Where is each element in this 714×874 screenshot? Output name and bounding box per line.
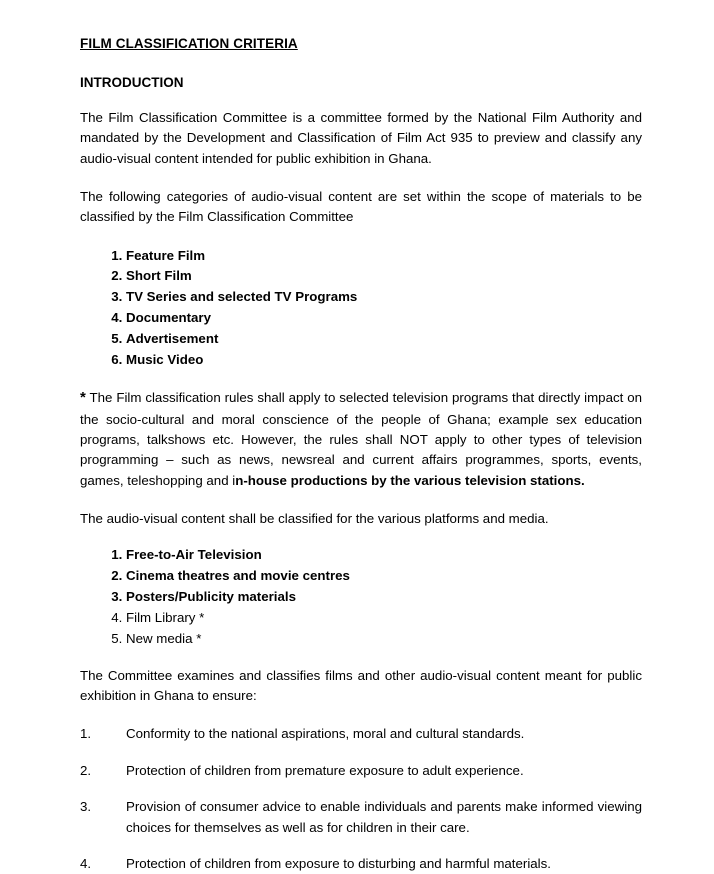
criteria-item	[80, 854, 642, 874]
section-heading-introduction: INTRODUCTION	[80, 75, 184, 90]
categories-list	[80, 246, 642, 369]
criteria-text: Provision of consumer advice to enable individuals and parents make informed viewing choices for themselves as well as for children in their care.	[126, 799, 642, 835]
list-item-label: Advertisement	[126, 330, 219, 346]
criteria-number: 4.	[80, 855, 92, 871]
criteria-text: Conformity to the national aspirations, moral and cultural standards.	[126, 726, 525, 742]
list-item	[126, 566, 642, 585]
asterisk-marker: *	[80, 388, 86, 406]
criteria-item	[80, 761, 642, 781]
criteria-number: 2.	[80, 762, 92, 778]
platforms-list	[80, 545, 642, 647]
list-item-label: Music Video	[126, 351, 204, 367]
list-item	[126, 608, 642, 627]
categories-lead-paragraph: The following categories of audio-visual content are set within the scope of materials to be classified by the Film Classification Committee	[80, 189, 642, 225]
page-title: FILM CLASSIFICATION CRITERIA	[80, 36, 298, 51]
criteria-text: Protection of children from premature exposure to adult experience.	[126, 762, 524, 778]
platforms-lead-paragraph: The audio-visual content shall be classified for the various platforms and media.	[80, 511, 549, 527]
committee-lead-paragraph: The Committee examines and classifies films and other audio-visual content meant for public exhibition in Ghana to ensure:	[80, 667, 642, 704]
list-item	[126, 545, 642, 564]
list-item	[126, 287, 642, 306]
list-item	[126, 329, 642, 348]
list-item	[126, 629, 642, 648]
footnote-bold-text: n-house productions by the various television stations.	[235, 472, 585, 488]
list-item-label: Cinema theatres and movie centres	[126, 568, 350, 584]
criteria-text: Protection of children from exposure to disturbing and harmful materials.	[126, 855, 551, 871]
list-item	[126, 350, 642, 369]
criteria-item	[80, 724, 642, 744]
list-item-label: Film Library *	[126, 609, 205, 625]
criteria-number: 3.	[80, 799, 92, 815]
criteria-item	[80, 797, 642, 838]
intro-paragraph: The Film Classification Committee is a committee formed by the National Film Authority and mandated by the Development and Classification of Film Act 935 to preview and classify any audio-visual content intended for public exhibition in Ghana.	[80, 110, 642, 166]
footnote-text: The Film classification rules shall apply to selected television programs that directly impact on the socio-cultural and moral conscience of the people of Ghana; example sex education programs, talkshows etc. However, the rules shall NOT apply to other types of television programming – such as news, newsreal and current affairs programmes, sports, events, games, teleshopping and i	[80, 389, 642, 488]
list-item-label: Short Film	[126, 268, 192, 284]
list-item-label: Documentary	[126, 310, 211, 326]
list-item-label: Free-to-Air Television	[126, 547, 262, 563]
list-item	[126, 266, 642, 285]
list-item-label: Posters/Publicity materials	[126, 589, 296, 604]
list-item-label: TV Series and selected TV Programs	[126, 289, 358, 305]
footnote-paragraph	[80, 387, 642, 491]
list-item	[126, 246, 642, 265]
criteria-number: 1.	[80, 726, 92, 742]
list-item-label: Feature Film	[126, 247, 206, 263]
list-item	[126, 587, 642, 606]
list-item	[126, 308, 642, 327]
list-item-label: New media *	[126, 630, 202, 646]
